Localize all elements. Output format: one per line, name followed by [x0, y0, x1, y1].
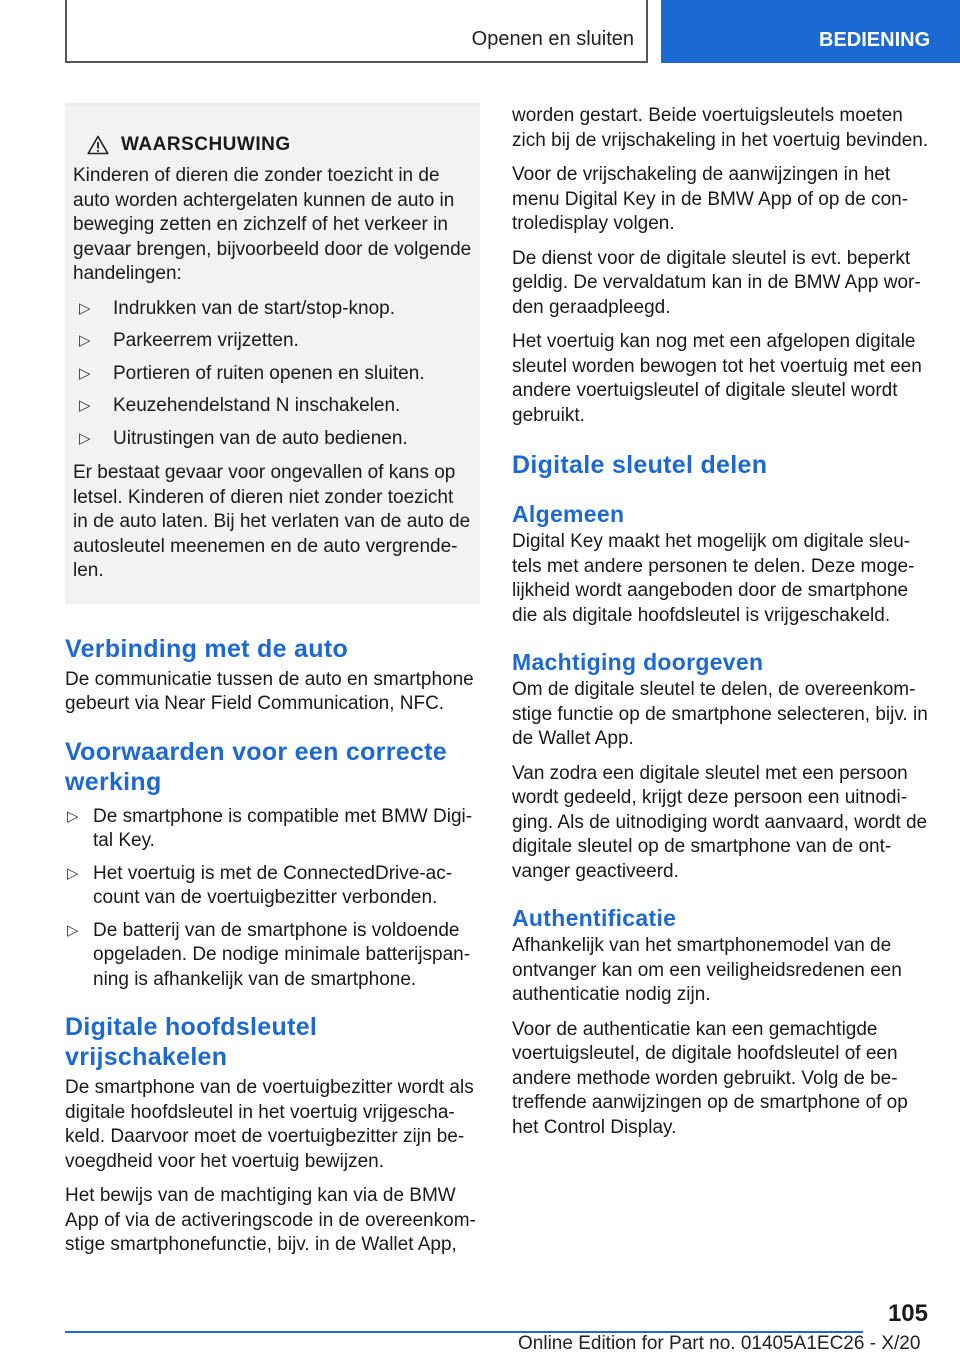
- paragraph: De communicatie tussen de auto en smartphone gebeurt via Near Field Communication, NFC.: [65, 668, 474, 714]
- bullet-triangle-icon: ▷: [67, 807, 79, 825]
- footer-edition: Online Edition for Part no. 01405A1EC26 - X/20: [518, 1333, 921, 1354]
- heading-hoofdsleutel: Digitale hoofdsleutel vrijschakelen: [65, 1013, 318, 1071]
- paragraph: Afhankelijk van het smartphonemodel van de ontvanger kan om een veiligheidsredenen een authenticatie nodig zijn.: [512, 935, 902, 1005]
- section-title: Openen en sluiten: [471, 28, 634, 50]
- bullet-triangle-icon: ▷: [79, 429, 91, 447]
- heading-algemeen: Algemeen: [512, 501, 625, 527]
- warning-heading: [73, 134, 472, 156]
- warning-intro: Kinderen of dieren die zonder toezicht in de auto worden achtergelaten kunnen de auto in beweging zetten en zichzelf of het verkeer in gevaar brengen, bijvoorbeeld door de volgende handelingen:: [73, 165, 472, 284]
- paragraph: Voor de vrijschakeling de aanwijzingen in het menu Digital Key in de BMW App of op de con-troledisplay volgen.: [512, 164, 909, 234]
- paragraph: Om de digitale sleutel te delen, de overeenkom-stige functie op de smartphone selecteren, bijv. in de Wallet App.: [512, 679, 928, 749]
- voorwaarden-list: [65, 805, 480, 993]
- left-column: [65, 100, 480, 1268]
- list-item: ▷ Het voertuig is met de ConnectedDrive-ac-count van de voertuigbezitter verbonden.: [65, 862, 480, 911]
- warning-title: WAARSCHUWING: [121, 134, 291, 155]
- right-column: [512, 104, 930, 1150]
- list-item: ▷ Parkeerrem vrijzetten.: [73, 329, 472, 354]
- warning-outro: Er bestaat gevaar voor ongevallen of kans op letsel. Kinderen of dieren niet zonder toezicht in de auto laten. Bij het verlaten van de auto de autosleutel meenemen en de auto vergrende-len.: [73, 462, 471, 581]
- paragraph: Het voertuig kan nog met een afgelopen digitale sleutel worden bewogen tot het voertuig met een andere voertuigsleutel of digitale sleutel wordt gebruikt.: [512, 331, 922, 426]
- warning-box: [65, 103, 480, 604]
- paragraph: Voor de authenticatie kan een gemachtigde voertuigsleutel, de digitale hoofdsleutel of een andere methode worden gebruikt. Volg de be-treffende aanwijzingen op de smartphone of op het Control Display.: [512, 1018, 908, 1138]
- list-item: ▷ Uitrustingen van de auto bedienen.: [73, 427, 472, 452]
- heading-delen: Digitale sleutel delen: [512, 451, 768, 479]
- paragraph: Van zodra een digitale sleutel met een persoon wordt gedeeld, krijgt deze persoon een uitnodi-ging. Als de uitnodiging wordt aanvaard, wordt de digitale sleutel op de smartphone van de ont-vanger geactiveerd.: [512, 762, 928, 882]
- heading-machtiging: Machtiging doorgeven: [512, 649, 764, 675]
- chapter-tab: [661, 0, 960, 63]
- bullet-triangle-icon: ▷: [79, 364, 91, 382]
- bullet-triangle-icon: ▷: [79, 332, 91, 349]
- warning-list: [73, 297, 472, 452]
- paragraph: worden gestart. Beide voertuigsleutels moeten zich bij de vrijschakeling in het voertuig bevinden.: [512, 105, 929, 151]
- paragraph: De smartphone van de voertuigbezitter wordt als digitale hoofdsleutel in het voertuig vrijgescha-keld. Daarvoor moet de voertuigbezitter zijn be-voegdheid voor het voertuig bewijzen.: [65, 1077, 474, 1172]
- bullet-triangle-icon: ▷: [79, 397, 91, 414]
- list-item: ▷ Keuzehendelstand N inschakelen.: [73, 394, 472, 419]
- heading-verbinding: Verbinding met de auto: [65, 634, 349, 663]
- paragraph: De dienst voor de digitale sleutel is evt. beperkt geldig. De vervaldatum kan in de BMW App wor-den geraadpleegd.: [512, 247, 921, 318]
- bullet-triangle-icon: ▷: [79, 299, 91, 317]
- list-item: ▷ De smartphone is compatible met BMW Digi-tal Key.: [65, 805, 480, 854]
- list-item: ▷ De batterij van de smartphone is voldoende opgeladen. De nodige minimale batterijspan-ning is afhankelijk van de smartphone.: [65, 919, 480, 993]
- list-item: ▷ Portieren of ruiten openen en sluiten.: [73, 362, 472, 387]
- paragraph: Het bewijs van de machtiging kan via de BMW App of via de activeringscode in de overeenkom-stige smartphonefunctie, bijv. in de Wallet App,: [65, 1185, 476, 1255]
- header-frame: [65, 0, 648, 63]
- list-item: ▷ Indrukken van de start/stop-knop.: [73, 297, 472, 322]
- bullet-triangle-icon: ▷: [67, 921, 79, 939]
- page-number: 105: [887, 1300, 928, 1327]
- bullet-triangle-icon: ▷: [67, 864, 79, 882]
- heading-authenticatie: Authentificatie: [512, 905, 677, 931]
- heading-voorwaarden: Voorwaarden voor een correcte werking: [65, 737, 447, 796]
- paragraph: Digital Key maakt het mogelijk om digitale sleu-tels met andere personen te delen. Deze moge-lijkheid wordt aangeboden door de smartphone die als digitale hoofdsleutel is vrijgeschakeld.: [512, 531, 915, 626]
- warning-triangle-icon: [87, 135, 109, 155]
- chapter-title: BEDIENING: [819, 29, 931, 51]
